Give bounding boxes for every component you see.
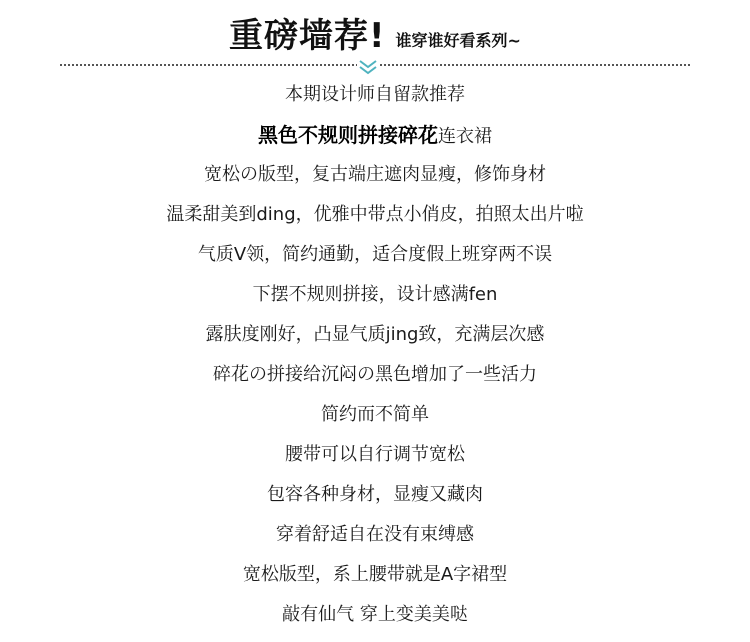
- product-name-bold: 黑色不规则拼接碎花: [258, 123, 438, 147]
- header-subtitle: 谁穿谁好看系列~: [395, 31, 521, 50]
- line-1: 本期设计师自留款推荐: [285, 84, 465, 105]
- line-6: 下摆不规则拼接，设计感满fen: [252, 284, 498, 305]
- header: [0, 14, 750, 64]
- line-2: [0, 120, 750, 160]
- line-12: 穿着舒适自在没有束缚感: [276, 524, 474, 545]
- line-11: 包容各种身材，显瘦又藏肉: [267, 484, 483, 505]
- line-10: 腰带可以自行调节宽松: [285, 444, 465, 465]
- product-type: 连衣裙: [438, 126, 492, 147]
- double-chevron-down-icon: [357, 58, 379, 76]
- header-inner: [229, 14, 521, 58]
- description-lines: [0, 80, 750, 640]
- line-4: 温柔甜美到ding，优雅中带点小俏皮，拍照太出片啦: [166, 204, 584, 225]
- line-9: 简约而不简单: [321, 404, 429, 425]
- line-3: 宽松の版型，复古端庄遮肉显瘦，修饰身材: [204, 164, 546, 185]
- line-7: 露肤度刚好，凸显气质jing致，充满层次感: [205, 324, 545, 345]
- line-8: 碎花の拼接给沉闷の黑色增加了一些活力: [213, 364, 537, 385]
- line-13: 宽松版型，系上腰带就是A字裙型: [242, 564, 508, 585]
- line-5: 气质V领，简约通勤，适合度假上班穿两不误: [197, 244, 553, 265]
- line-14: 敲有仙气 穿上变美美哒: [282, 604, 468, 625]
- header-title: 重磅墙荐!: [229, 16, 386, 56]
